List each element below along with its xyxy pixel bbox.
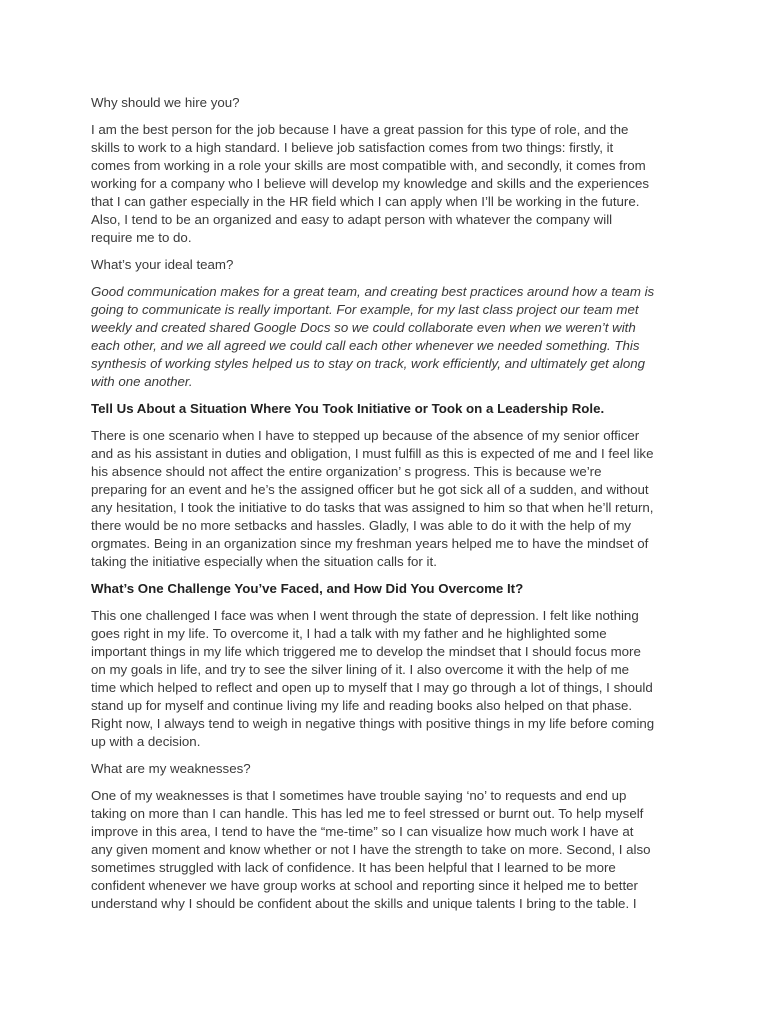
section-why-hire [91,94,681,247]
question-heading: What’s One Challenge You’ve Faced, and How Did You Overcome It? [91,581,524,596]
answer-paragraph: I am the best person for the job because I have a great passion for this type of role, and the skills to work to a high standard. I believe job satisfaction comes from two things: firstly, it comes from working in a role your skills are most compatible with, and secondly, it comes from working for a company who I believe will develop my knowledge and skills and the experiences that I can gather especially in the HR field which I can apply when I’ll be working in the future. Also, I tend to be an organized and easy to adapt person with whatever the company will require me to do. [91,122,650,245]
section-leadership [91,400,681,571]
answer-paragraph: Good communication makes for a great team, and creating best practices around how a team is going to communicate is really important. For example, for my last class project our team met weekly and created shared Google Docs so we could collaborate even when we weren’t with each other, and we all agreed we could call each other whenever we needed something. This synthesis of working styles helped us to stay on track, work efficiently, and ultimately get along with one another. [91,284,655,389]
section-challenge [91,580,681,751]
question-heading: Tell Us About a Situation Where You Took Initiative or Took on a Leadership Role. [91,401,605,416]
answer-paragraph: This one challenged I face was when I went through the state of depression. I felt like nothing goes right in my life. To overcome it, I had a talk with my father and he highlighted some important things in my life which triggered me to develop the mindset that I should focus more on my goals in life, and try to see the silver lining of it. I also overcome it with the help of me time which helped to reflect and open up to myself that I may go through a lot of things, I should stand up for myself and continue living my life and reading books also helped on that phase. Right now, I always tend to weigh in negative things with positive things in my life before coming up with a decision. [91,608,655,749]
answer-paragraph: One of my weaknesses is that I sometimes have trouble saying ‘no’ to requests and end up taking on more than I can handle. This has led me to feel stressed or burnt out. To help myself improve in this area, I tend to have the “me-time” so I can visualize how much work I have at any given moment and know whether or not I have the strength to take on more. Second, I also sometimes struggled with lack of confidence. It has been helpful that I learned to be more confident whenever we have group works at school and reporting since it helped me to better understand why I should be confident about the skills and unique talents I bring to the table. I [91,788,651,911]
document-page [91,94,681,922]
section-weaknesses [91,760,681,913]
question-heading: What are my weaknesses? [91,761,251,776]
answer-paragraph: There is one scenario when I have to stepped up because of the absence of my senior officer and as his assistant in duties and obligation, I must fulfill as this is expected of me and I feel like his absence should not affect the entire organization’ s progress. This is because we’re preparing for an event and he’s the assigned officer but he got sick all of a sudden, and without any hesitation, I took the initiative to do tasks that was assigned to him so that when he’ll return, there would be no more setbacks and hassles. Gladly, I was able to do it with the help of my orgmates. Being in an organization since my freshman years helped me to have the mindset of taking the initiative especially when the situation calls for it. [91,428,654,569]
section-ideal-team [91,256,681,391]
question-heading: Why should we hire you? [91,95,240,110]
question-heading: What’s your ideal team? [91,257,234,272]
